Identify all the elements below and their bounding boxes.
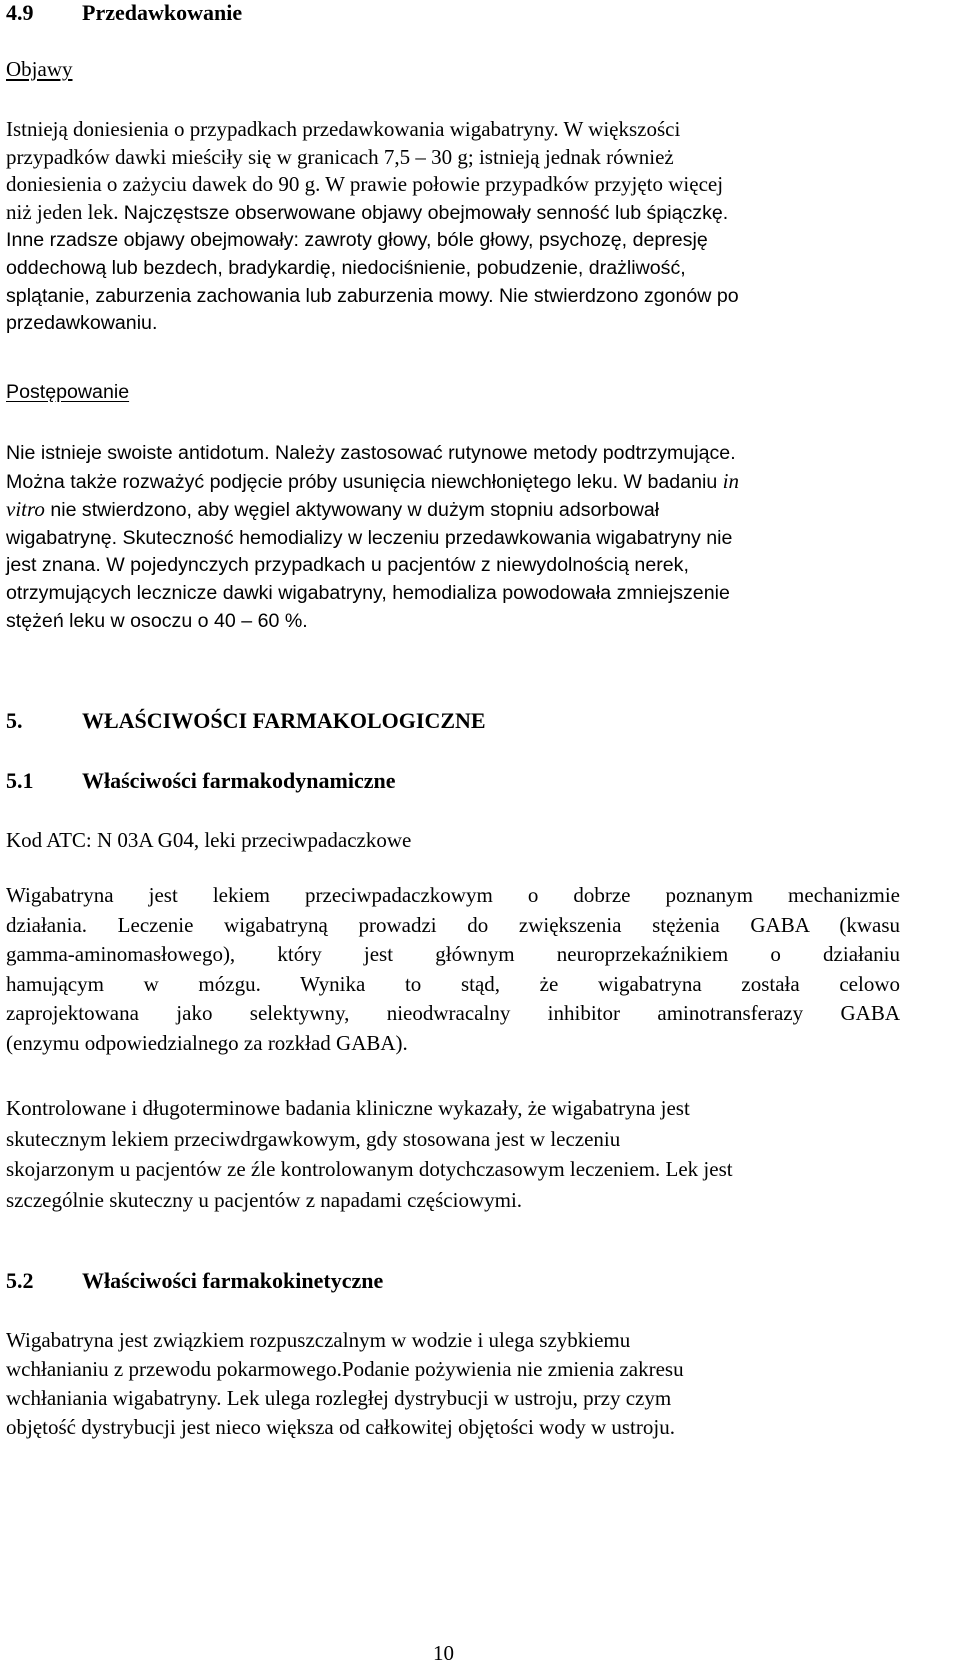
paragraph-pharmacokinetics (6, 1326, 901, 1442)
text-line: otrzymujących lecznicze dawki wigabatryny, hemodializa powodowała zmniejszenie (6, 581, 730, 604)
text-span: nie stwierdzono, aby węgiel aktywowany w dużym stopniu adsorbował (44, 499, 660, 522)
text-line: (enzymu odpowiedzialnego za rozkład GABA). (6, 1030, 408, 1055)
text-line: zaprojektowana jako selektywny, nieodwracalny inhibitor aminotransferazy GABA (6, 1001, 900, 1026)
section-title: Właściwości farmakodynamiczne (82, 768, 396, 793)
text-line: doniesienia o zażyciu dawek do 90 g. W prawie połowie przypadków przyjęto więcej (6, 172, 724, 197)
subheading-objawy: Objawy (6, 57, 73, 81)
text-line: jest znana. W pojedynczych przypadkach u pacjentów z niewydolnością nerek, (6, 554, 689, 577)
text-line: działania. Leczenie wigabatryną prowadzi do zwiększenia stężenia GABA (kwasu (6, 912, 900, 937)
text-line: splątanie, zaburzenia zachowania lub zaburzenia mowy. Nie stwierdzono zgonów po (6, 284, 739, 307)
text-line: skutecznym lekiem przeciwdrgawkowym, gdy stosowana jest w leczeniu (6, 1126, 621, 1151)
section-number: 5.1 (6, 768, 34, 793)
paragraph-postepowanie (6, 440, 901, 635)
text-line: Nie istnieje swoiste antidotum. Należy zastosować rutynowe metody podtrzymujące. (6, 442, 736, 464)
text-line: przedawkowaniu. (6, 312, 158, 335)
paragraph-pharmacodynamics-2 (6, 1093, 901, 1215)
section-heading-4-9 (6, 0, 242, 26)
text-line: Kontrolowane i długoterminowe badania kliniczne wykazały, że wigabatryna jest (6, 1096, 690, 1120)
text-line: Kod ATC: N 03A G04, leki przeciwpadaczkowe (6, 828, 412, 852)
text-line: przypadków dawki mieściły się w granicach 7,5 – 30 g; istnieją jednak również (6, 144, 674, 169)
text-line: szczególnie skuteczny u pacjentów z napadami częściowymi. (6, 1187, 523, 1212)
subheading-postepowanie: Postępowanie (6, 381, 130, 403)
page-number: 10 (433, 1641, 454, 1665)
section-heading-5-1 (6, 768, 395, 794)
section-heading-5 (6, 708, 486, 734)
text-line: stężeń leku w osoczu o 40 – 60 %. (6, 609, 308, 632)
text-line: oddechową lub bezdech, bradykardię, niedociśnienie, pobudzenie, drażliwość, (6, 256, 686, 279)
section-number: 5. (6, 708, 23, 733)
text-line: wchłaniania wigabatryny. Lek ulega rozległej dystrybucji w ustroju, przy czym (6, 1386, 672, 1410)
paragraph-objawy (6, 116, 901, 338)
text-line: Istnieją doniesienia o przypadkach przedawkowania wigabatryny. W większości (6, 117, 681, 141)
section-number: 5.2 (6, 1268, 34, 1293)
section-title: Właściwości farmakokinetyczne (82, 1268, 384, 1293)
text-line: wchłanianiu z przewodu pokarmowego.Podanie pożywienia nie zmienia zakresu (6, 1357, 684, 1381)
italic-text: in (722, 468, 740, 493)
text-line: skojarzonym u pacjentów ze źle kontrolowanym dotychczasowym leczeniem. Lek jest (6, 1157, 733, 1181)
text-line: Inne rzadsze objawy obejmowały: zawroty głowy, bóle głowy, psychozę, depresję (6, 229, 708, 252)
text-span: niż jeden lek. (6, 199, 124, 224)
atc-code-line (6, 827, 901, 855)
text-span: Najczęstsze obserwowane objawy obejmowały senność lub śpiączkę. (123, 201, 729, 224)
section-heading-5-2 (6, 1268, 383, 1294)
text-line: Wigabatryna jest związkiem rozpuszczalnym w wodzie i ulega szybkiemu (6, 1328, 631, 1352)
text-line: Wigabatryna jest lekiem przeciwpadaczkowym o dobrze poznanym mechanizmie (6, 883, 900, 907)
text-line (6, 468, 901, 497)
text-line: hamującym w mózgu. Wynika to stąd, że wigabatryna została celowo (6, 971, 900, 996)
text-line (6, 496, 901, 525)
text-line (6, 199, 901, 228)
text-line: gamma-aminomasłowego), który jest głównym neuroprzekaźnikiem o działaniu (6, 942, 900, 967)
paragraph-pharmacodynamics-1 (6, 881, 900, 1059)
text-line: wigabatrynę. Skuteczność hemodializy w leczeniu przedawkowania wigabatryny nie (6, 526, 733, 549)
section-title: WŁAŚCIWOŚCI FARMAKOLOGICZNE (82, 708, 486, 733)
section-number: 4.9 (6, 0, 34, 25)
text-span: Można także rozważyć podjęcie próby usunięcia niewchłoniętego leku. W badaniu (6, 470, 723, 493)
italic-text: vitro (6, 497, 45, 522)
section-title: Przedawkowanie (82, 0, 243, 25)
text-line: objętość dystrybucji jest nieco większa od całkowitej objętości wody w ustroju. (6, 1415, 675, 1439)
